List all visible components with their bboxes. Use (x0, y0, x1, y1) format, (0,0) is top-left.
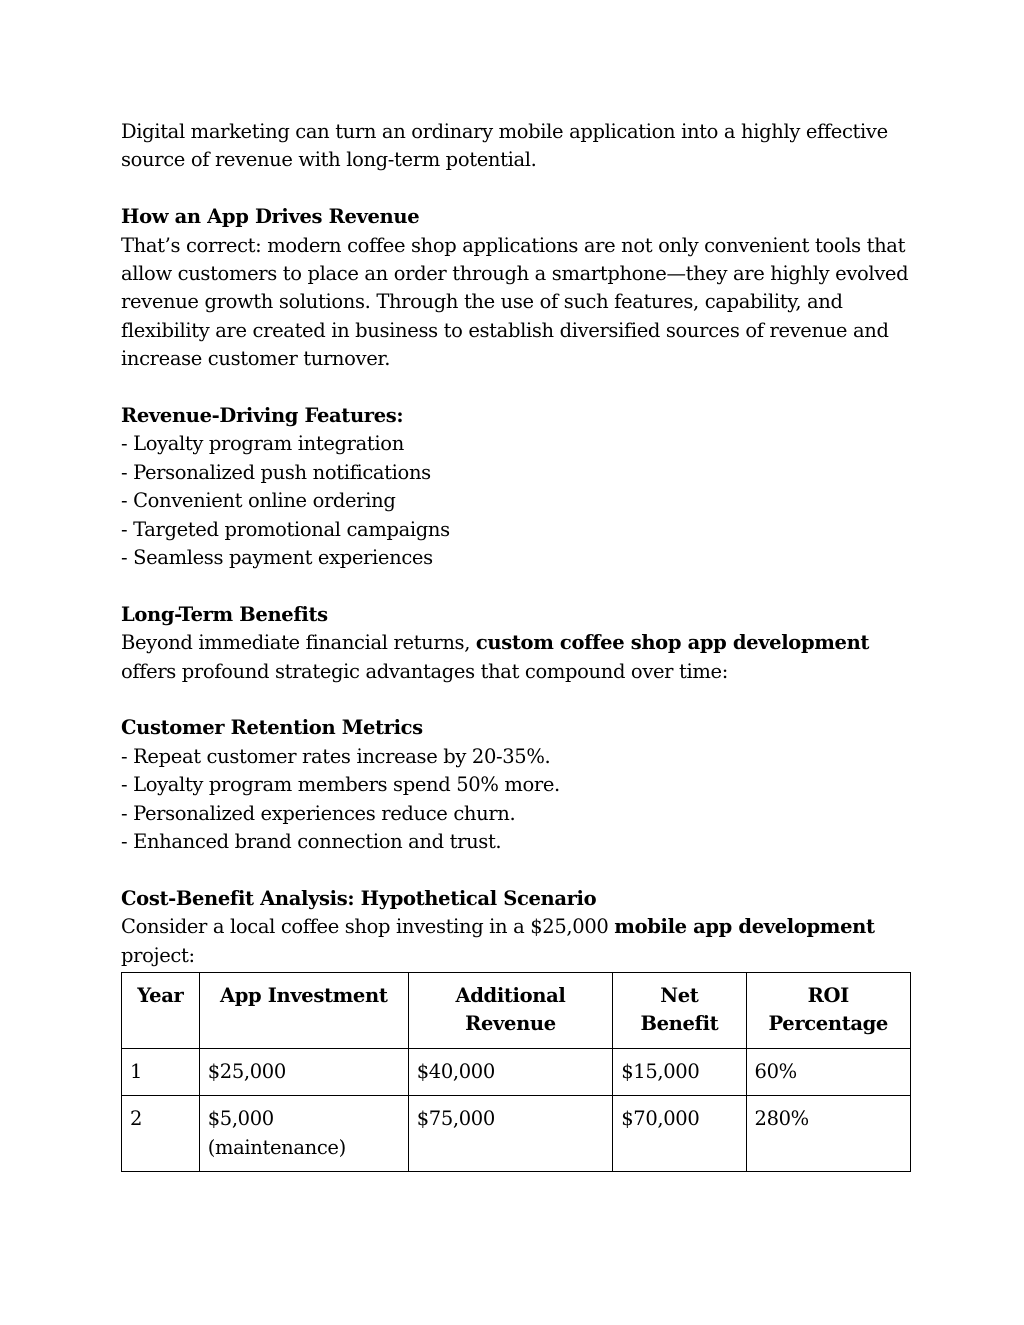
table-row (122, 1048, 911, 1095)
cell-year: 1 (122, 1048, 200, 1095)
cell-roi-percentage: 60% (746, 1048, 910, 1095)
cell-year: 2 (122, 1096, 200, 1172)
cell-app-investment: $5,000 (maintenance) (199, 1096, 408, 1172)
cost-benefit-text-end: project: (121, 943, 195, 967)
cell-roi-percentage: 280% (746, 1096, 910, 1172)
cell-net-benefit: $70,000 (613, 1096, 746, 1172)
list-item: - Convenient online ordering (121, 487, 921, 515)
list-item: - Enhanced brand connection and trust. (121, 828, 921, 856)
cost-benefit-paragraph (121, 913, 921, 970)
benefits-text-end: offers profound strategic advantages that compound over time: (121, 659, 728, 683)
table-row (122, 1096, 911, 1172)
benefits-paragraph (121, 629, 921, 686)
header-app-investment: App Investment (199, 973, 408, 1049)
roi-table (121, 972, 911, 1172)
heading-revenue-driving-features: Revenue-Driving Features: (121, 404, 404, 428)
retention-list (121, 743, 921, 857)
cost-benefit-text-start: Consider a local coffee shop investing in a $25,000 (121, 915, 615, 939)
table-header-row (122, 973, 911, 1049)
list-item: - Loyalty program members spend 50% more. (121, 771, 921, 799)
heading-long-term-benefits: Long-Term Benefits (121, 602, 328, 626)
list-item: - Personalized experiences reduce churn. (121, 800, 921, 828)
cell-additional-revenue: $75,000 (408, 1096, 613, 1172)
header-year: Year (122, 973, 200, 1049)
revenue-paragraph: That’s correct: modern coffee shop applications are not only convenient tools that allow customers to place an order through a smartphone—they are highly evolved revenue growth solutions. Through the use of such features, capability, and flexibility are created in business to establish diversified sources of revenue and increase customer turnover. (121, 233, 909, 371)
document-body (121, 118, 921, 970)
list-item: - Seamless payment experiences (121, 544, 921, 572)
benefits-bold-phrase: custom coffee shop app development (475, 631, 870, 655)
heading-how-app-drives-revenue: How an App Drives Revenue (121, 205, 420, 229)
header-additional-revenue: Additional Revenue (408, 973, 613, 1049)
list-item: - Repeat customer rates increase by 20-35%. (121, 743, 921, 771)
header-roi-percentage: ROI Percentage (746, 973, 910, 1049)
list-item: - Personalized push notifications (121, 459, 921, 487)
cell-app-investment: $25,000 (199, 1048, 408, 1095)
header-net-benefit: Net Benefit (613, 973, 746, 1049)
cell-additional-revenue: $40,000 (408, 1048, 613, 1095)
list-item: - Loyalty program integration (121, 430, 921, 458)
benefits-text-start: Beyond immediate financial returns, (121, 631, 476, 655)
list-item: - Targeted promotional campaigns (121, 516, 921, 544)
cell-net-benefit: $15,000 (613, 1048, 746, 1095)
heading-customer-retention-metrics: Customer Retention Metrics (121, 716, 423, 740)
intro-paragraph: Digital marketing can turn an ordinary mobile application into a highly effective source of revenue with long-term potential. (121, 120, 888, 172)
heading-cost-benefit-analysis: Cost-Benefit Analysis: Hypothetical Scenario (121, 886, 597, 910)
cost-benefit-bold-phrase: mobile app development (614, 915, 875, 939)
features-list (121, 430, 921, 572)
